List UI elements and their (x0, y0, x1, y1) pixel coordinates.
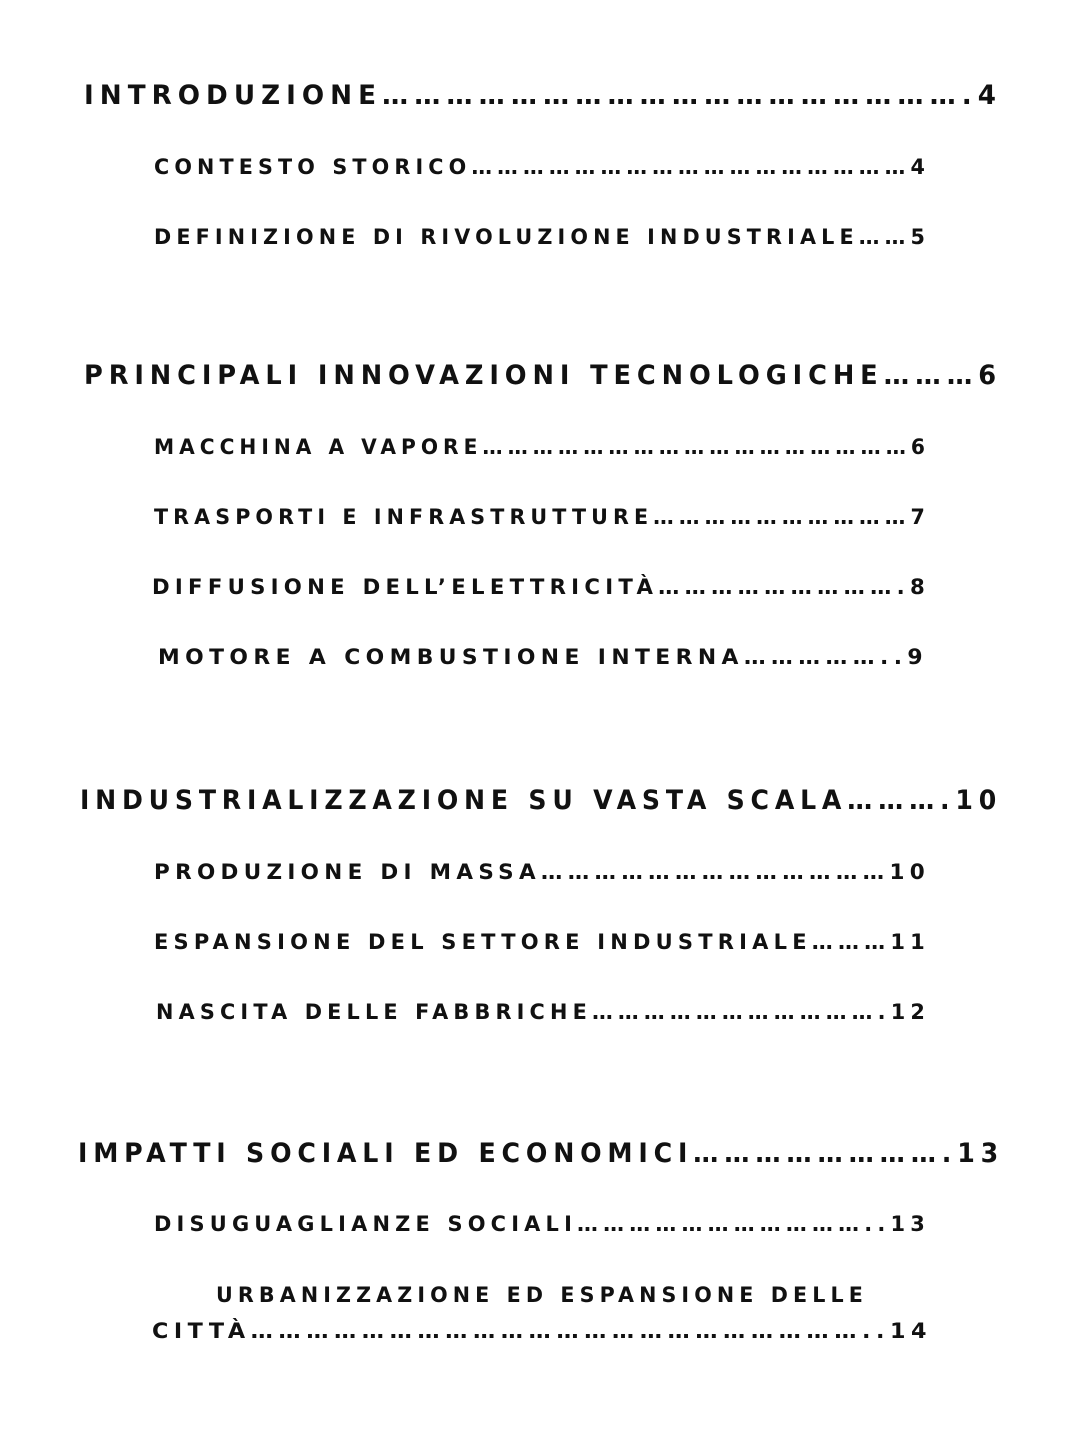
toc-subentry-definizione[interactable]: DEFINIZIONE DI RIVOLUZIONE INDUSTRIALE……5 (154, 225, 930, 249)
toc-subentry-contesto-storico[interactable]: CONTESTO STORICO……………………………………………4 (154, 155, 930, 179)
toc-subentry-motore[interactable]: MOTORE A COMBUSTIONE INTERNA……………..9 (158, 645, 928, 669)
toc-subentry-urbanizzazione[interactable]: URBANIZZAZIONE ED ESPANSIONE DELLE (216, 1283, 868, 1307)
toc-entry-impatti[interactable]: IMPATTI SOCIALI ED ECONOMICI…………………….13 (78, 1138, 1004, 1169)
toc-entry-industrializzazione[interactable]: INDUSTRIALIZZAZIONE SU VASTA SCALA……….10 (80, 785, 1002, 816)
toc-subentry-trasporti[interactable]: TRASPORTI E INFRASTRUTTURE…………………………7 (154, 505, 930, 529)
toc-subentry-elettricita[interactable]: DIFFUSIONE DELL’ELETTRICITÀ……………………….8 (152, 575, 930, 599)
toc-entry-innovazioni[interactable]: PRINCIPALI INNOVAZIONI TECNOLOGICHE………6 (84, 360, 1002, 391)
toc-entry-introduzione[interactable]: INTRODUZIONE……………………………………………….4 (84, 80, 1002, 111)
toc-subentry-macchina-vapore[interactable]: MACCHINA A VAPORE……………………………………………6 (154, 435, 930, 459)
toc-subentry-espansione-settore[interactable]: ESPANSIONE DEL SETTORE INDUSTRIALE………11 (154, 930, 930, 954)
toc-subentry-disuguaglianze[interactable]: DISUGUAGLIANZE SOCIALI……………………………..13 (154, 1212, 930, 1236)
toc-subentry-produzione-massa[interactable]: PRODUZIONE DI MASSA…………………………………10 (154, 860, 930, 884)
toc-subentry-urbanizzazione-citta[interactable]: CITTÀ…………………………………………………………..14 (152, 1319, 932, 1343)
toc-subentry-fabbriche[interactable]: NASCITA DELLE FABBRICHE…………………………….12 (156, 1000, 930, 1024)
